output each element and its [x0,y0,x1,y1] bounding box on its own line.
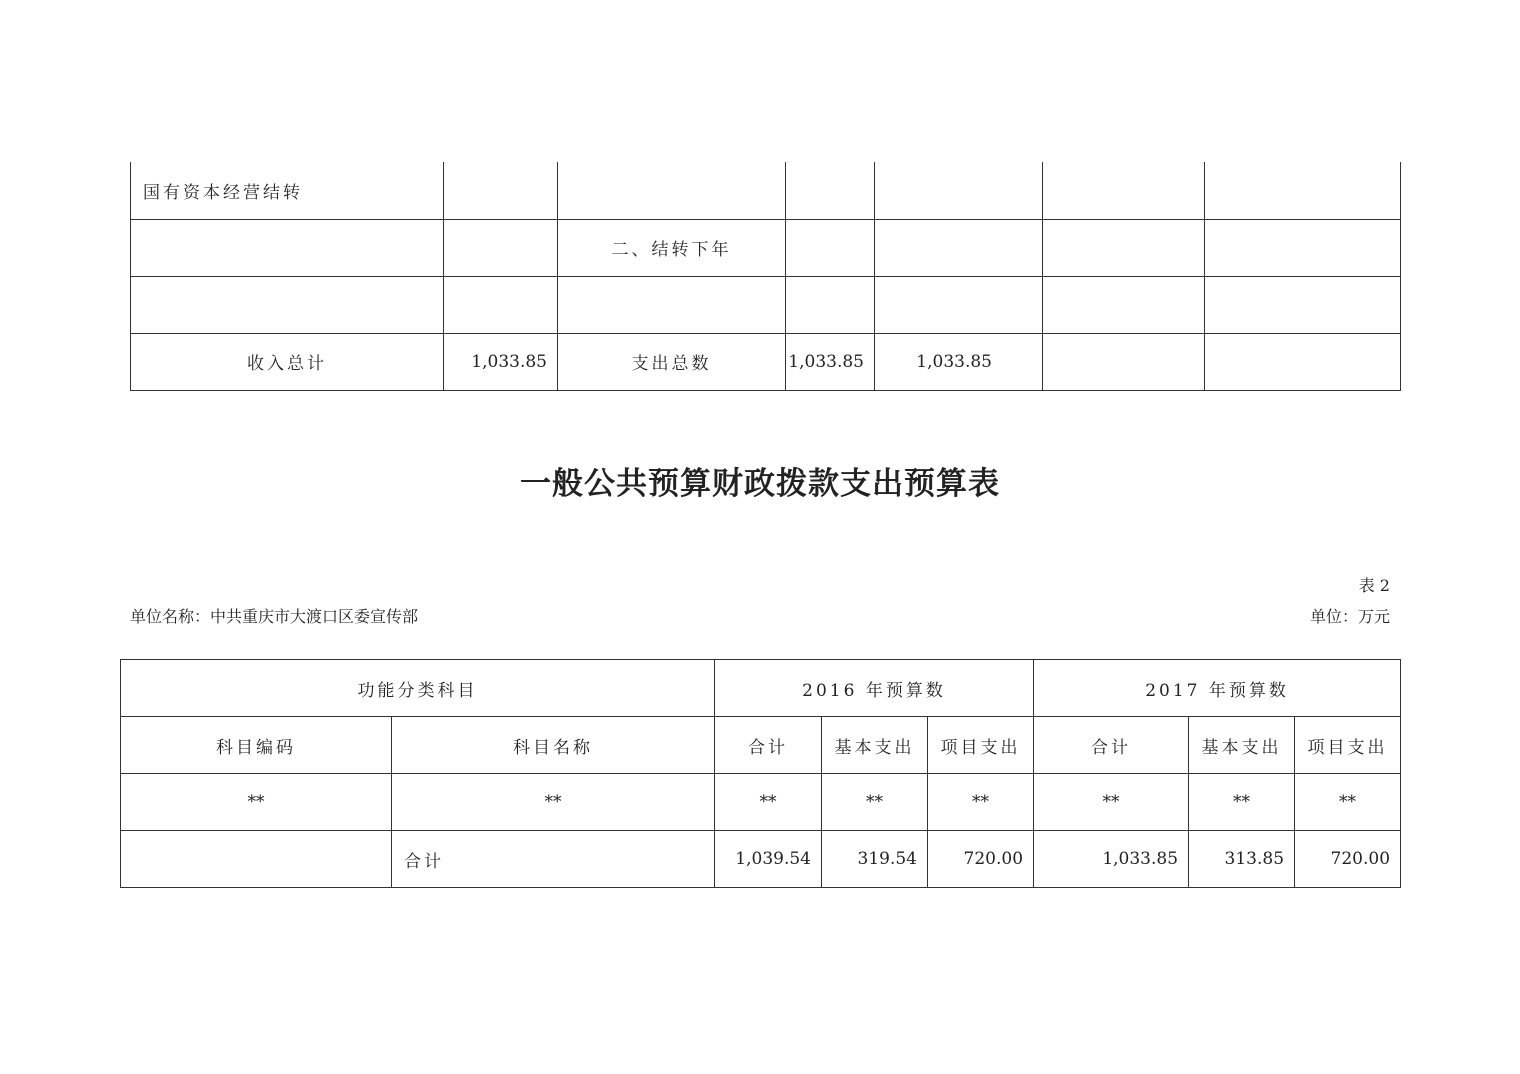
table-cell: 1,033.85 [444,333,558,390]
table-cell: ** [121,774,392,831]
header-row [121,660,1401,717]
table-cell [1043,276,1205,333]
header-cell-2017: 2017 年预算数 [1034,660,1401,717]
header-cell: 科目名称 [392,717,715,774]
table-cell [444,276,558,333]
table-cell: 国有资本经营结转 [131,162,444,219]
table-cell [1205,276,1401,333]
table-cell: ** [715,774,822,831]
table-cell [121,831,392,888]
table-cell: ** [392,774,715,831]
table-row [131,276,1401,333]
table-cell [786,219,875,276]
table-cell: ** [1034,774,1189,831]
table-cell [1205,333,1401,390]
unit-label: 单位：万元 [1309,607,1390,626]
table-cell [1043,219,1205,276]
header-row [121,717,1401,774]
unit-name: 单位名称：中共重庆市大渡口区委宣传部 [130,607,419,626]
table-cell: 支出总数 [558,333,786,390]
table-cell [786,162,875,219]
table-cell: ** [1189,774,1295,831]
table-cell [1205,219,1401,276]
table-cell: 720.00 [1295,831,1401,888]
header-cell: 项目支出 [928,717,1034,774]
header-cell: 合计 [1034,717,1189,774]
table-cell [1043,333,1205,390]
table-cell: ** [928,774,1034,831]
page-title: 一般公共预算财政拨款支出预算表 [520,466,1000,502]
header-cell: 基本支出 [1189,717,1295,774]
income-expense-summary-table [130,162,1401,391]
table-cell: 1,033.85 [875,333,1043,390]
table-cell [1205,162,1401,219]
total-row [121,831,1401,888]
table-cell [558,276,786,333]
table-cell [131,276,444,333]
table-cell: 313.85 [1189,831,1295,888]
table-row [131,333,1401,390]
table-cell [875,276,1043,333]
table-row [121,774,1401,831]
budget-expenditure-table [120,659,1401,888]
table-cell [1043,162,1205,219]
table-cell: 收入总计 [131,333,444,390]
table-cell [875,219,1043,276]
header-cell: 科目编码 [121,717,392,774]
header-cell: 项目支出 [1295,717,1401,774]
table-cell: 720.00 [928,831,1034,888]
header-cell: 基本支出 [822,717,928,774]
table-cell: ** [822,774,928,831]
table-cell [786,276,875,333]
table-cell [131,219,444,276]
header-cell-2016: 2016 年预算数 [715,660,1034,717]
table-cell [444,162,558,219]
table-cell: 1,039.54 [715,831,822,888]
table-cell: 1,033.85 [1034,831,1189,888]
table-cell: 二、结转下年 [558,219,786,276]
table-cell: 合计 [392,831,715,888]
table-row [131,219,1401,276]
table-cell: ** [1295,774,1401,831]
header-cell: 合计 [715,717,822,774]
table-cell [875,162,1043,219]
header-cell-func-class: 功能分类科目 [121,660,715,717]
table-cell: 319.54 [822,831,928,888]
table-cell [444,219,558,276]
table-cell: 1,033.85 [786,333,875,390]
table-number: 表 2 [1358,576,1390,595]
table-row [131,162,1401,219]
table-cell [558,162,786,219]
